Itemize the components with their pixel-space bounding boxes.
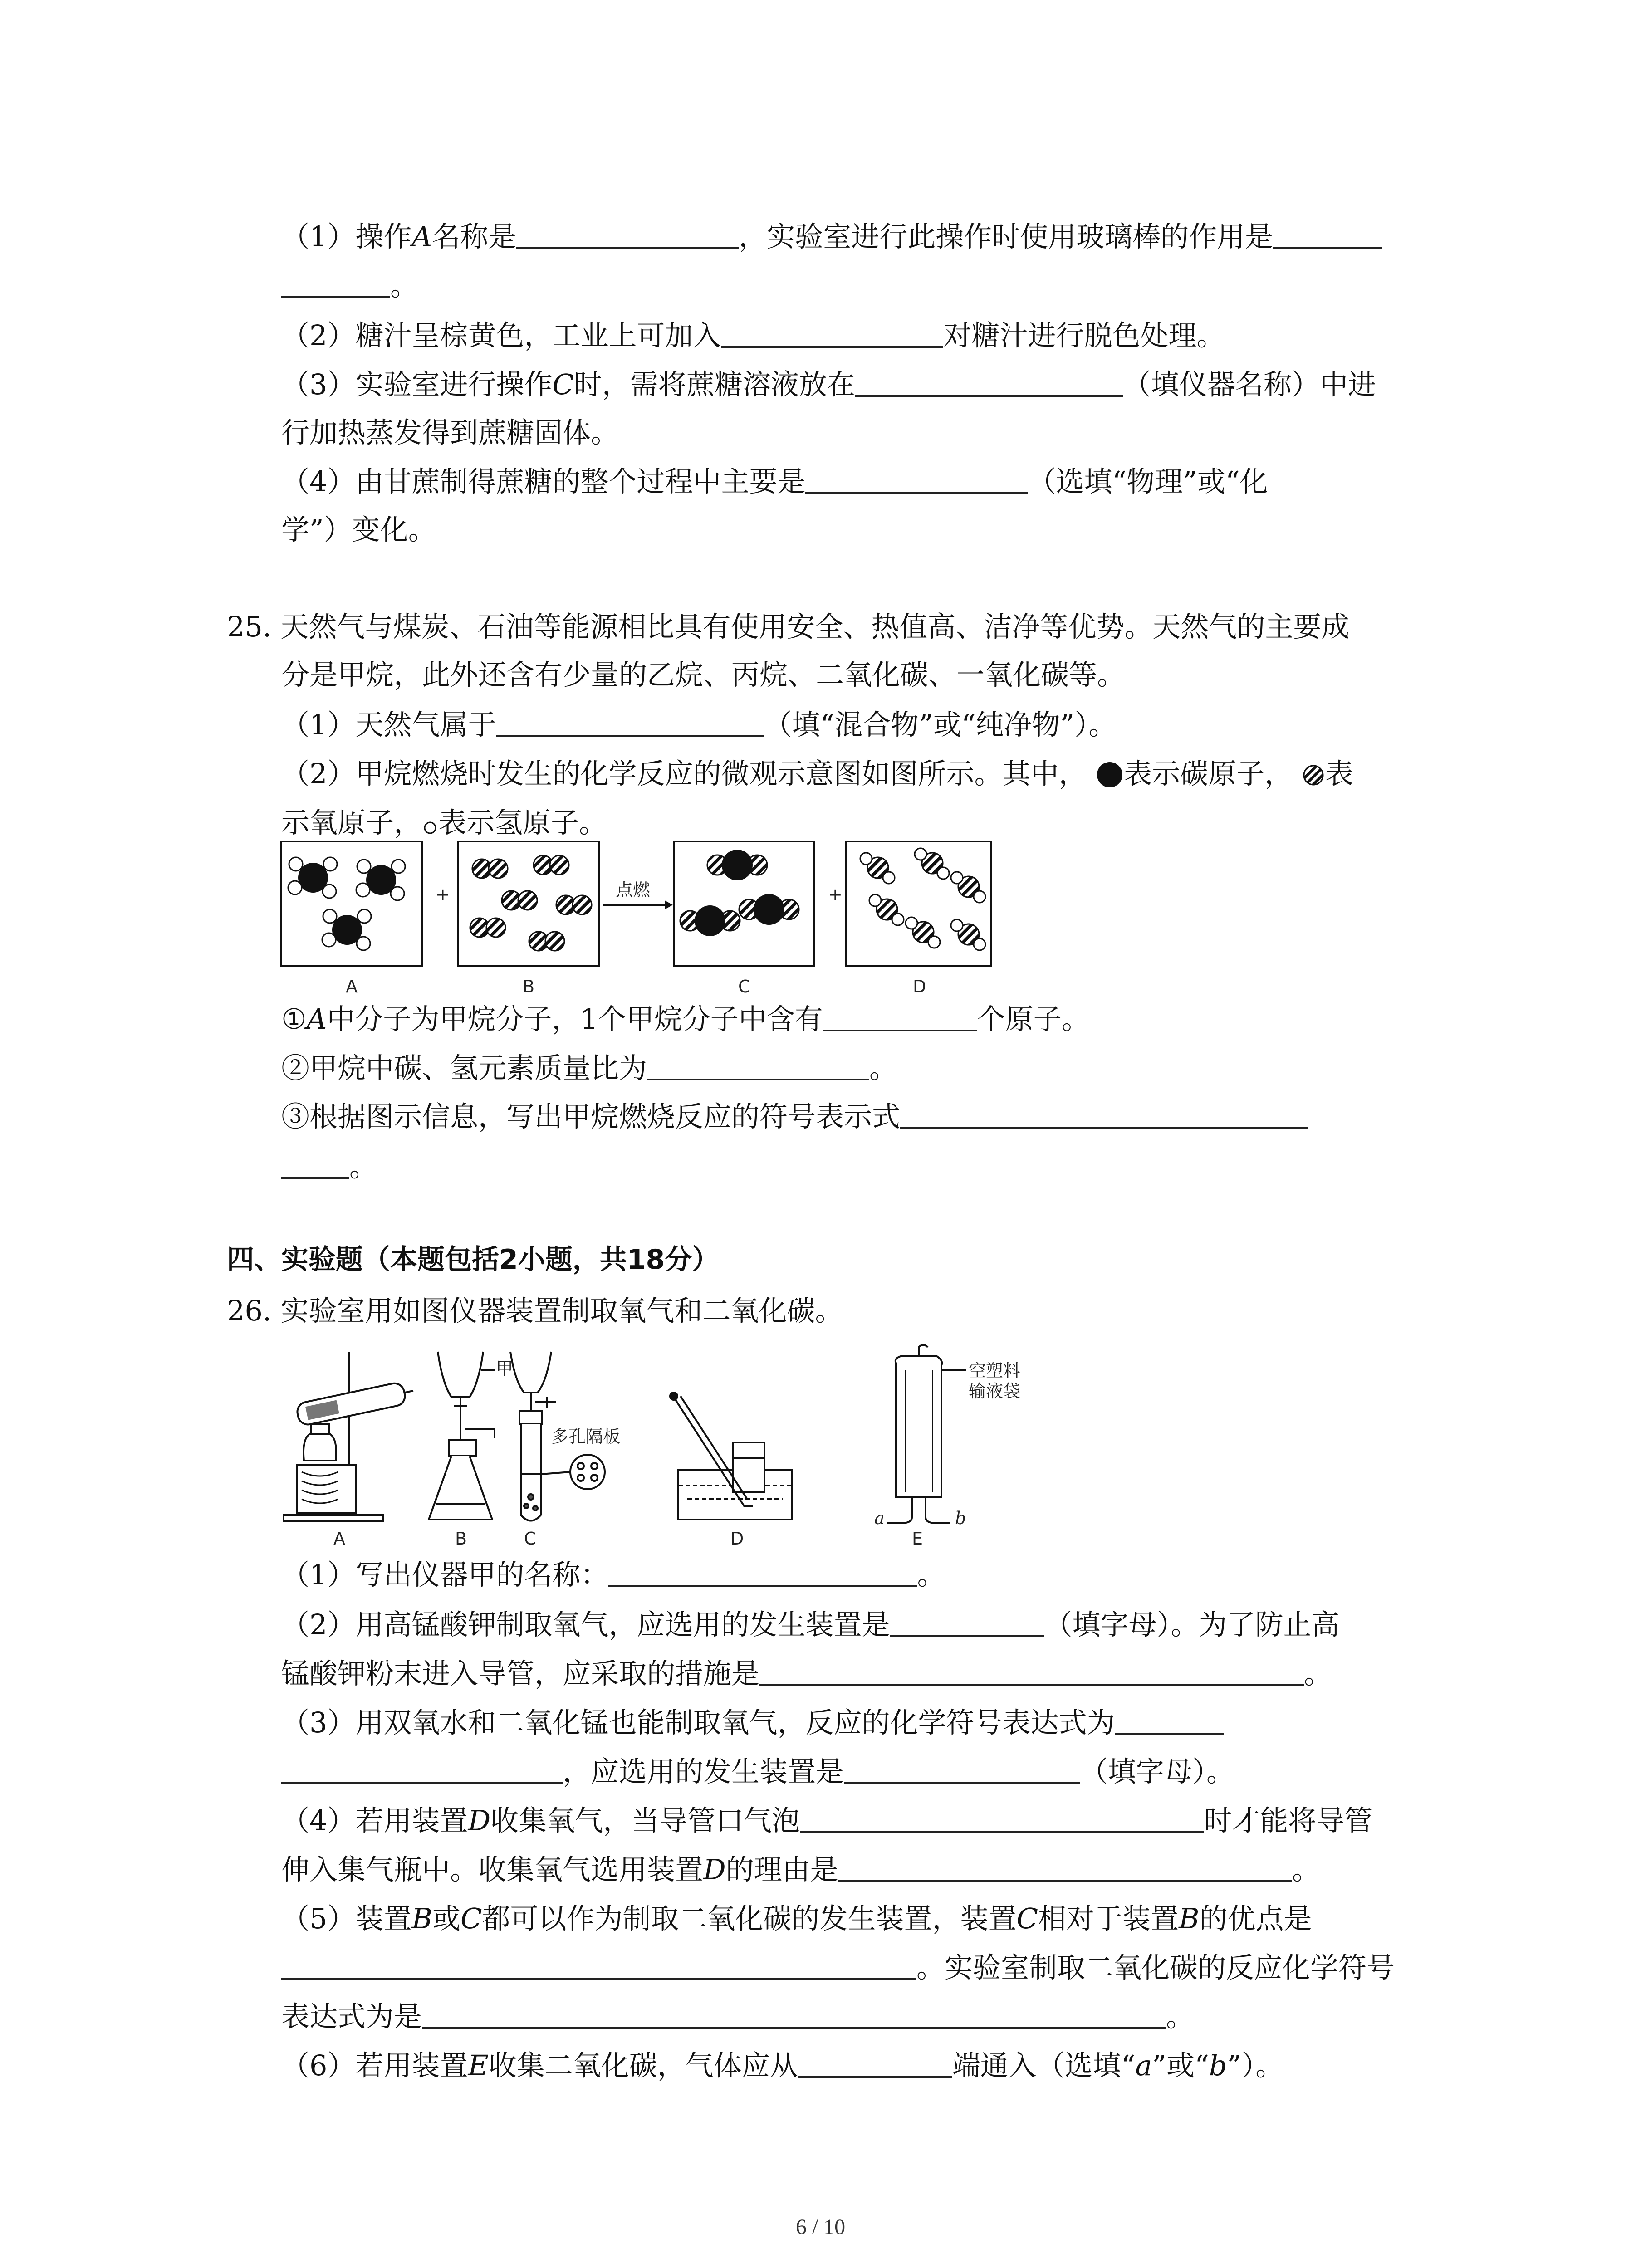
q26-part6: （6）若用装置E收集二氧化碳，气体应从 端通入（选填“a”或“b”）。 — [281, 2049, 1284, 2082]
carbon-atom-icon — [1096, 761, 1124, 789]
hydrogen-atom-icon — [422, 819, 438, 835]
q24-part3-cont: 行加热蒸发得到蔗糖固体。 — [281, 416, 619, 449]
q26-stem: 26. 实验室用如图仪器装置制取氧气和二氧化碳。 — [227, 1294, 843, 1327]
page-number: 6 / 10 — [795, 2215, 846, 2239]
q25-sub1: ①A中分子为甲烷分子，1个甲烷分子中含有 个原子。 — [281, 1002, 1090, 1036]
label-jia: 甲 — [496, 1359, 514, 1378]
answer-blank[interactable] — [281, 1754, 563, 1784]
q25-sub2: ②甲烷中碳、氢元素质量比为 。 — [281, 1051, 898, 1085]
q25-sub3-cont: 。 — [281, 1148, 377, 1186]
answer-blank[interactable] — [805, 464, 1028, 494]
answer-blank[interactable] — [759, 1656, 1304, 1686]
q25-part2-cont: 示氧原子， 表示氢原子。 — [281, 806, 607, 839]
q24-part3: （3）实验室进行操作C时，需将蔗糖溶液放在 （填仪器名称）中进 — [281, 368, 1376, 401]
apparatus-d — [670, 1393, 792, 1520]
q24-part1-cont: 。 — [281, 267, 418, 305]
q26-part4: （4）若用装置D收集氧气，当导管口气泡 时才能将导管 — [281, 1804, 1373, 1837]
methane-combustion-diagram — [279, 837, 1000, 1005]
apparatus-c — [510, 1352, 620, 1521]
answer-blank[interactable] — [823, 1002, 977, 1031]
q24-part4: （4）由甘蔗制得蔗糖的整个过程中主要是 （选填“物理”或“化 — [281, 465, 1268, 498]
q25-stem-line1: 25. 天然气与煤炭、石油等能源相比具有使用安全、热值高、洁净等优势。天然气的主要成 — [227, 610, 1350, 643]
q25-stem-line2: 分是甲烷，此外还含有少量的乙烷、丙烷、二氧化碳、一氧化碳等。 — [281, 658, 1126, 691]
q26-part5-cont2: 表达式为是 。 — [281, 2000, 1195, 2033]
apparatus-a — [284, 1352, 416, 1521]
q26-part2: （2）用高锰酸钾制取氧气，应选用的发生装置是 （填字母）。为了防止高 — [281, 1608, 1340, 1641]
answer-blank[interactable] — [422, 1999, 1166, 2029]
answer-blank[interactable] — [496, 707, 764, 737]
q25-sub3: ③根据图示信息，写出甲烷燃烧反应的符号表示式 — [281, 1098, 1308, 1136]
answer-blank[interactable] — [890, 1607, 1044, 1637]
q25-part1: （1）天然气属于 （填“混合物”或“纯净物”）。 — [281, 708, 1117, 741]
apparatus-b — [429, 1352, 513, 1520]
label-e: E — [912, 1529, 923, 1549]
label-d: D — [913, 977, 926, 997]
label-c: C — [524, 1529, 536, 1549]
port-a-label: a — [874, 1508, 885, 1528]
answer-blank[interactable] — [1273, 219, 1382, 249]
answer-blank[interactable] — [800, 1803, 1204, 1833]
label-a: A — [333, 1529, 345, 1549]
plus-sign: + — [436, 885, 450, 904]
q25-part2: （2）甲烷燃烧时发生的化学反应的微观示意图如图所示。其中， 表示碳原子， 表 — [281, 757, 1353, 790]
label-b: B — [523, 977, 535, 997]
q26-part4-cont: 伸入集气瓶中。收集氧气选用装置D的理由是 。 — [281, 1853, 1320, 1886]
plus-sign: + — [828, 885, 843, 904]
answer-blank[interactable] — [608, 1557, 917, 1587]
q26-part3-cont: ，应选用的发生装置是 （填字母）。 — [281, 1753, 1234, 1791]
answer-blank[interactable] — [798, 2048, 952, 2078]
apparatus-e — [874, 1345, 1020, 1528]
answer-blank[interactable] — [1115, 1705, 1224, 1735]
q24-part4-cont: 学”）变化。 — [281, 513, 436, 546]
answer-blank[interactable] — [281, 1149, 349, 1179]
answer-blank[interactable] — [647, 1051, 869, 1080]
q24-part1: （1）操作A名称是 ，实验室进行此操作时使用玻璃棒的作用是 — [281, 218, 1382, 256]
answer-blank[interactable] — [844, 1754, 1080, 1784]
ignite-label: 点燃 — [616, 880, 651, 900]
q26-part5-cont: 。实验室制取二氧化碳的反应化学符号 — [281, 1949, 1395, 1987]
bag-label-1: 空塑料 — [969, 1361, 1021, 1381]
answer-blank[interactable] — [900, 1099, 1308, 1129]
answer-blank[interactable] — [516, 219, 739, 249]
section-heading: 四、实验题（本题包括2小题，共18分） — [227, 1244, 720, 1276]
answer-blank[interactable] — [281, 268, 390, 298]
q26-part3: （3）用双氧水和二氧化锰也能制取氧气，反应的化学符号表达式为 — [281, 1704, 1224, 1742]
porous-plate-label: 多孔隔板 — [551, 1427, 621, 1447]
answer-blank[interactable] — [838, 1852, 1292, 1882]
answer-blank[interactable] — [281, 1950, 916, 1980]
apparatus-diagram — [279, 1343, 1050, 1556]
label-b: B — [455, 1529, 467, 1549]
answer-blank[interactable] — [855, 367, 1123, 397]
q26-part2-cont: 锰酸钾粉末进入导管，应采取的措施是 。 — [281, 1657, 1332, 1690]
q24-part2: （2）糖汁呈棕黄色，工业上可加入 对糖汁进行脱色处理。 — [281, 319, 1225, 352]
oxygen-atom-icon — [1302, 763, 1325, 787]
label-d: D — [730, 1529, 744, 1549]
q26-part5: （5）装置B或C都可以作为制取二氧化碳的发生装置，装置C相对于装置B的优点是 — [281, 1902, 1312, 1935]
port-b-label: b — [955, 1508, 966, 1528]
q26-part1: （1）写出仪器甲的名称： 。 — [281, 1558, 945, 1591]
label-a: A — [346, 977, 358, 997]
answer-blank[interactable] — [721, 318, 943, 348]
label-c: C — [738, 977, 750, 997]
bag-label-2: 输液袋 — [969, 1381, 1021, 1401]
